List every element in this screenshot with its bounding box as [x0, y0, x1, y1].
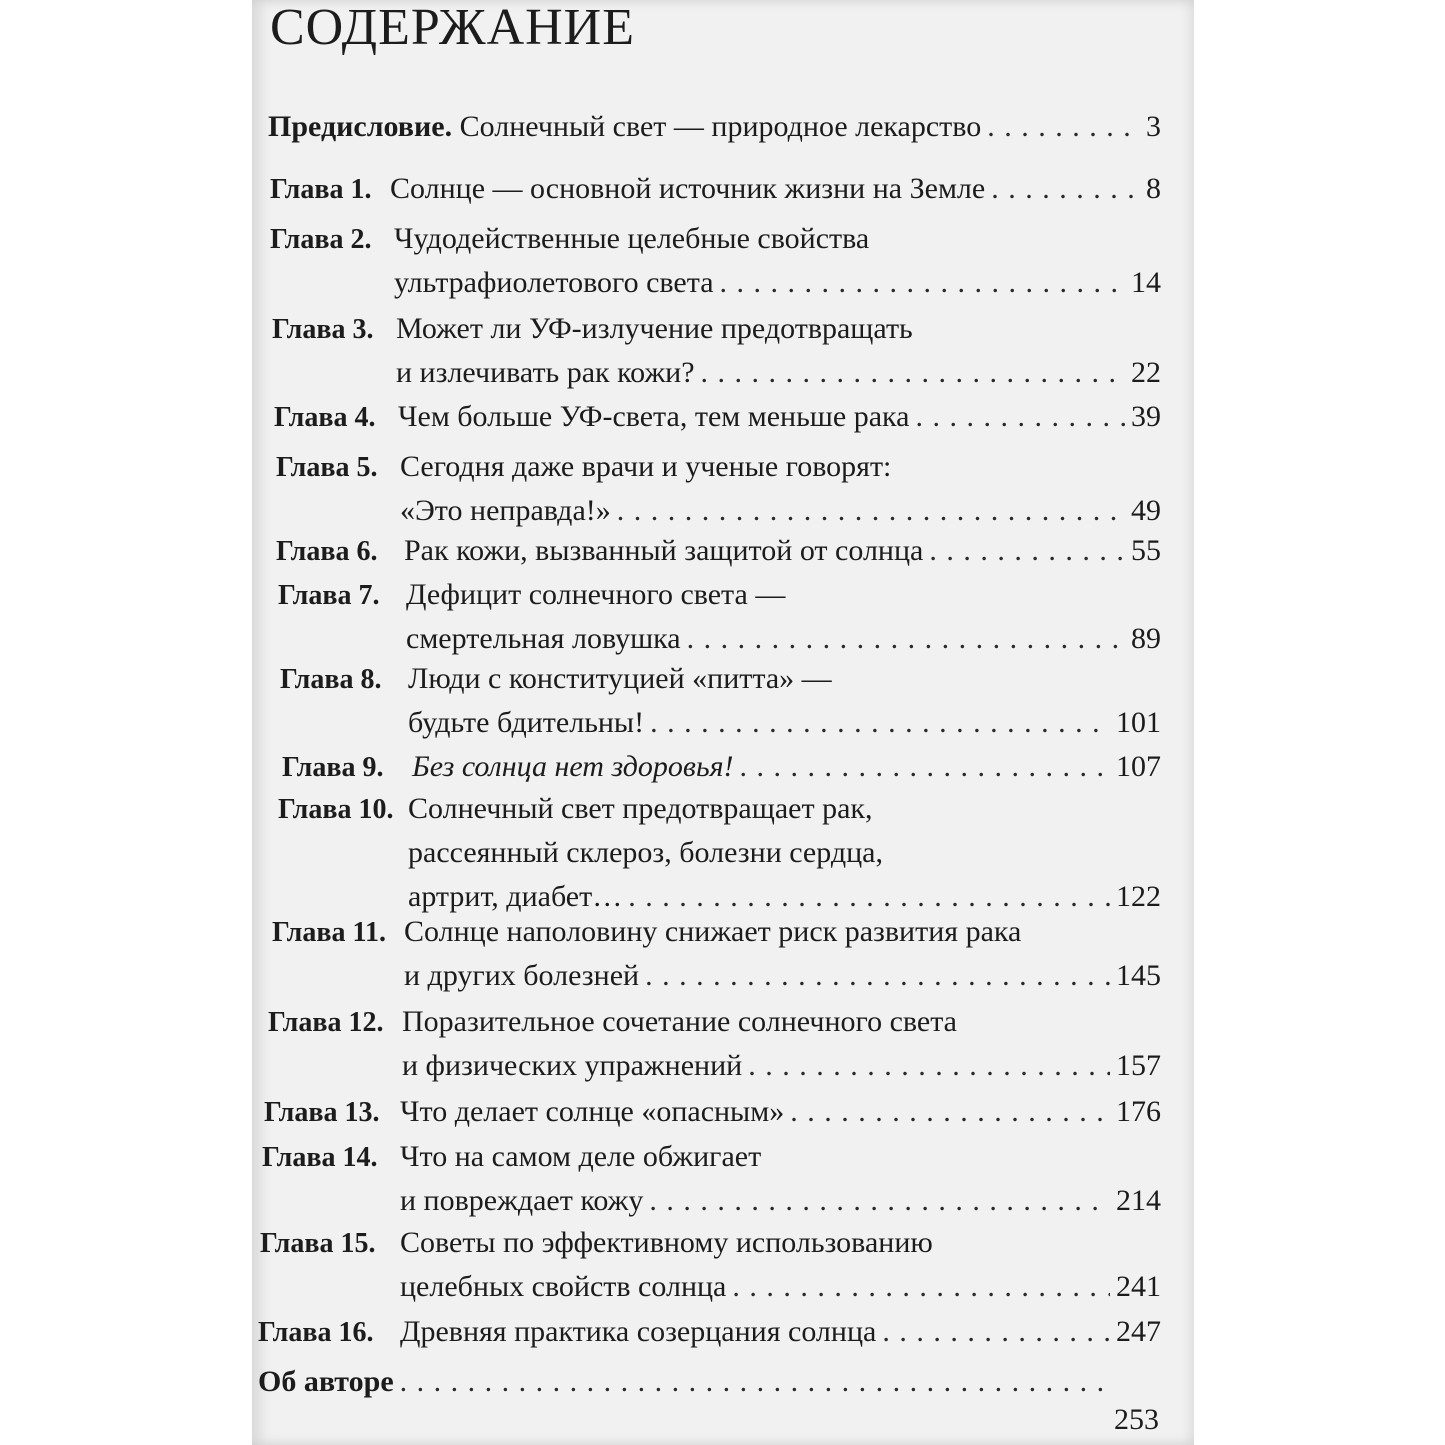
chapter-title-line: целебных свойств солнца [400, 1270, 727, 1303]
toc-line [258, 1365, 1161, 1399]
leader-dots [701, 356, 1125, 390]
chapter-title-line: Люди с конституцией «питта» — [408, 662, 832, 695]
chapter-label: Глава 5. [276, 452, 378, 483]
chapter-label: Глава 10. [278, 794, 394, 825]
leader-dots [400, 1365, 1110, 1399]
leader-dots [617, 494, 1125, 528]
page-number: 89 [1131, 622, 1161, 655]
toc-line [400, 494, 1161, 528]
chapter-title-line: Без солнца нет здоровья! [412, 750, 734, 783]
leader-dots [687, 622, 1125, 656]
chapter-label: Глава 11. [272, 917, 386, 948]
leader-dots [645, 959, 1110, 993]
preface-label: Предисловие. [268, 110, 453, 143]
toc-line [390, 172, 1161, 206]
toc-line [406, 622, 1161, 656]
page-number: 101 [1116, 706, 1161, 739]
leader-dots [732, 1270, 1110, 1304]
leader-dots [929, 534, 1125, 568]
chapter-title-line: и повреждает кожу [400, 1184, 644, 1217]
leader-dots [628, 880, 1110, 914]
chapter-title-line: артрит, диабет… [408, 880, 623, 913]
leader-dots [720, 266, 1125, 300]
chapter-label: Глава 7. [278, 580, 380, 611]
page-number: 247 [1116, 1315, 1161, 1348]
page-number: 49 [1131, 494, 1161, 527]
leader-dots [650, 706, 1110, 740]
page-number: 8 [1146, 172, 1161, 205]
toc-line [402, 1049, 1161, 1083]
toc-line [400, 1270, 1161, 1304]
toc-line [408, 706, 1161, 740]
chapter-title-line: и излечивать рак кожи? [396, 356, 695, 389]
chapter-label: Глава 8. [280, 664, 382, 695]
toc-line [268, 110, 1161, 144]
chapter-title-line: Поразительное сочетание солнечного света [402, 1005, 957, 1038]
page-number: 214 [1116, 1184, 1161, 1217]
chapter-title-line: и физических упражнений [402, 1049, 743, 1082]
leader-dots [882, 1315, 1110, 1349]
toc-line [400, 1095, 1161, 1129]
chapter-label: Глава 12. [268, 1007, 384, 1038]
page-number: 157 [1116, 1049, 1161, 1082]
chapter-label: Глава 15. [260, 1228, 376, 1259]
page-number: 55 [1131, 534, 1161, 567]
page-number: 145 [1116, 959, 1161, 992]
chapter-title-line: будьте бдительны! [408, 706, 645, 739]
chapter-title-line: Может ли УФ-излучение предотвращать [396, 312, 913, 345]
chapter-title-line: Что на самом деле обжигает [400, 1140, 762, 1173]
page-number: 3 [1146, 110, 1161, 143]
leader-dots [649, 1184, 1110, 1218]
page-number: 241 [1116, 1270, 1161, 1303]
leader-dots [915, 400, 1125, 434]
chapter-label: Глава 16. [258, 1317, 374, 1348]
chapter-title-line: Советы по эффективному использованию [400, 1226, 933, 1259]
chapter-title-line: смертельная ловушка [406, 622, 681, 655]
toc-line [404, 534, 1161, 568]
page-number: 107 [1116, 750, 1161, 783]
leader-dots [987, 110, 1133, 144]
page-number: 39 [1131, 400, 1161, 433]
chapter-title-line: Рак кожи, вызванный защитой от солнца [404, 534, 924, 567]
toc-line [396, 356, 1161, 390]
chapter-title-line: Солнечный свет предотвращает рак, [408, 792, 873, 825]
chapter-label: Глава 4. [274, 402, 376, 433]
preface-title: Солнечный свет — природное лекарство [459, 110, 982, 143]
chapter-title-line: Чудодейственные целебные свойства [394, 222, 870, 255]
leader-dots [991, 172, 1133, 206]
toc-line [398, 400, 1161, 434]
toc-line [400, 1315, 1161, 1349]
page-number: 176 [1116, 1095, 1161, 1128]
chapter-title-line: ультрафиолетового света [394, 266, 714, 299]
page-number: 22 [1131, 356, 1161, 389]
chapter-title-line: «Это неправда!» [400, 494, 611, 527]
chapter-title-line: рассеянный склероз, болезни сердца, [408, 836, 883, 869]
chapter-label: Глава 3. [272, 314, 374, 345]
chapter-title-line: Чем больше УФ-света, тем меньше рака [398, 400, 910, 433]
chapter-label: Глава 2. [270, 224, 372, 255]
chapter-label: Глава 13. [264, 1097, 380, 1128]
page-number: 253 [1114, 1403, 1159, 1436]
leader-dots [740, 750, 1110, 784]
page-number: 14 [1131, 266, 1161, 299]
leader-dots [790, 1095, 1110, 1129]
chapter-title-line: Солнце наполовину снижает риск развития рака [404, 915, 1022, 948]
toc-line [400, 1184, 1161, 1218]
leader-dots [748, 1049, 1110, 1083]
toc-line [404, 959, 1161, 993]
chapter-title-line: Дефицит солнечного света — [406, 578, 786, 611]
chapter-label: Глава 14. [262, 1142, 378, 1173]
chapter-title-line: Солнце — основной источник жизни на Земле [390, 172, 986, 205]
toc-line [394, 266, 1161, 300]
chapter-label: Глава 9. [282, 752, 384, 783]
chapter-title-line: Древняя практика созерцания солнца [400, 1315, 877, 1348]
page-title: СОДЕРЖАНИЕ [270, 0, 635, 56]
toc-line [408, 880, 1161, 914]
about-label: Об авторе [258, 1365, 394, 1398]
toc-line [412, 750, 1161, 784]
chapter-title-line: Что делает солнце «опасным» [400, 1095, 785, 1128]
chapter-title-line: и других болезней [404, 959, 640, 992]
chapter-title-line: Сегодня даже врачи и ученые говорят: [400, 450, 892, 483]
chapter-label: Глава 6. [276, 536, 378, 567]
page-number: 122 [1116, 880, 1161, 913]
chapter-label: Глава 1. [270, 174, 372, 205]
